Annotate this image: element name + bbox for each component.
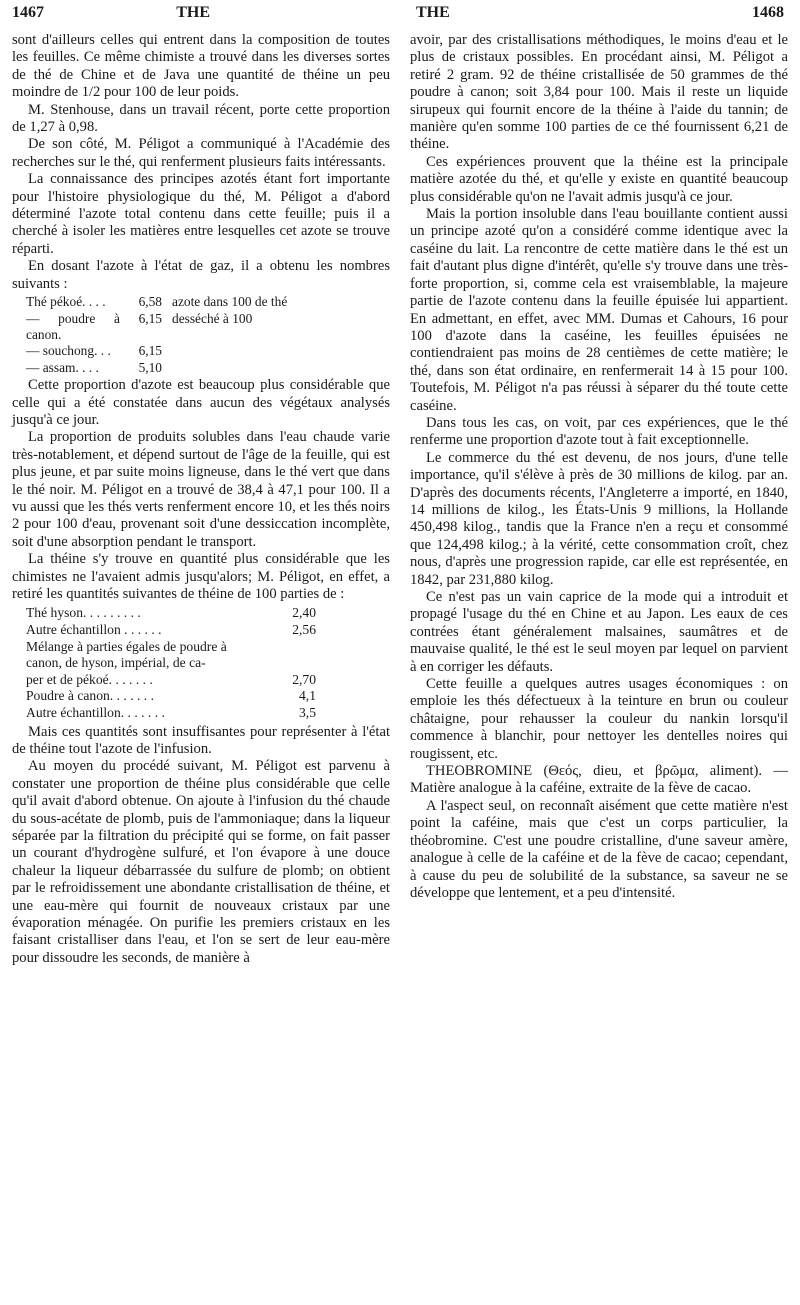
paragraph: Cette feuille a quelques autres usages économiques : on emploie les thés défectueux à la teinture en brun ou couleur châtaigne, pour rehausser la couleur du nankin lorsqu'il commence à blanchir, pour nettoyer les dentelles noires qui rougissent, etc. [410, 676, 788, 762]
running-head-left: THE [176, 4, 210, 21]
paragraph: M. Stenhouse, dans un travail récent, porte cette proportion de 1,27 à 0,98. [12, 101, 390, 136]
header-right [406, 4, 788, 22]
azote-table [26, 294, 390, 376]
left-column [12, 32, 390, 967]
table-row: Mélange à parties égales de poudre à [26, 638, 227, 654]
paragraph: Cette proportion d'azote est beaucoup plus considérable que celle qui a été constatée dans aucun des végétaux analysés jusqu'à ce jour. [12, 377, 390, 428]
paragraph: sont d'ailleurs celles qui entrent dans la composition de toutes les feuilles. Ce même chimiste a trouvé dans les diverses sortes de thé de Chine et de Java une quantité de théine un peu moindre de 1/2 pour 100 de leur poids. [12, 32, 390, 101]
paragraph: Dans tous les cas, on voit, par ces expériences, que le thé renferme une proportion d'azote tout à fait exceptionnelle. [410, 414, 788, 449]
right-column [400, 32, 788, 967]
table-row: canon, de hyson, impérial, de ca- [26, 655, 206, 671]
paragraph: La proportion de produits solubles dans l'eau chaude varie très-notablement, et dépend surtout de l'âge de la feuille, qui est plus jeune, et par suite moins ligneuse, dans le thé vert que dans le thé noir. M. Péligot en a trouvé de 38,4 à 47,1 pour 100. Il a vu aussi que les thés verts renferment encore 10, et les thés noirs 2 pour 100 d'eau, provenant soit d'une dessiccation incomplète, soit d'une absorption pendant le transport. [12, 429, 390, 550]
paragraph: Mais ces quantités sont insuffisantes pour représenter à l'état de théine tout l'azote de l'infusion. [12, 723, 390, 757]
table-row: Autre échantillon . . . . . . 2,56 [26, 622, 316, 637]
paragraph: Ces expériences prouvent que la théine est la principale matière azotée du thé, et qu'elle y existe en quantité beaucoup plus considérable qu'on ne l'avait admis jusqu'à ce jour. [410, 153, 788, 205]
paragraph: La théine s'y trouve en quantité plus considérable que les chimistes ne l'avaient admis jusqu'alors; M. Péligot, en effet, a retiré les quantités suivantes de théine de 100 parties de : [12, 551, 390, 602]
table-row: — souchong. . . 6,15 [26, 343, 162, 359]
paragraph: La connaissance des principes azotés étant fort importante pour l'histoire physiologique du thé, M. Péligot a d'abord déterminé l'azote total contenu dans cette feuille; puis il a cherché à isoler les matières entre lesquelles cet azote se trouve réparti. [12, 171, 390, 257]
table-row: Thé hyson. . . . . . . . . 2,40 [26, 605, 316, 621]
table-row: Thé pékoé. . . . 6,58 azote dans 100 de thé [26, 294, 288, 310]
paragraph: Ce n'est pas un vain caprice de la mode qui a introduit et propagé l'usage du thé en Chine et au Japon. Les eaux de ces contrées étant généralement malsaines, saumâtres et de mauvaise qualité, le thé est le seul moyen par lequel on parvient à en corriger les défauts. [410, 589, 788, 675]
text-columns [12, 32, 788, 967]
page-number-left: 1467 [12, 4, 44, 21]
table-row: — assam. . . . 5,10 [26, 359, 162, 375]
paragraph: Le commerce du thé est devenu, de nos jours, d'une telle importance, qu'il s'élève à près de 30 millions de kilog. par an. D'après des documents récents, l'Angleterre a importé, en 1840, 14 millions de kilog., les États-Unis 9 millions, la Hollande 450,498 kilog., tandis que la France n'en a reçu et consommé que 124,498 kilog.; à la vérité, cette consommation croît, chez nous, d'après une progression rapide, car elle est représentée, en 1842, par 231,880 kilog. [410, 449, 788, 588]
paragraph: En dosant l'azote à l'état de gaz, il a obtenu les nombres suivants : [12, 258, 390, 292]
page-header [12, 4, 788, 26]
entry-theobromine: THEOBROMINE (Θεός, dieu, et βρῶμα, aliment). — Matière analogue à la caféine, extraite de la fève de cacao. [410, 763, 788, 797]
paragraph: avoir, par des cristallisations méthodiques, le moins d'eau et le plus de cristaux possibles. En procédant ainsi, M. Péligot a retiré 2 gram. 92 de théine cristallisée de 50 grammes de thé poudre à canon; soit 3,84 pour 100. Mais il reste un liquide sirupeux qui fournit encore de la théine à l'aide du tannin; de manière qu'en somme 100 parties de ce thé fournissent 6,21 de théine. [410, 32, 788, 153]
table-row: per et de pékoé. . . . . . . 2,70 [26, 671, 316, 687]
table-row: Autre échantillon. . . . . . . 3,5 [26, 704, 316, 720]
paragraph: Au moyen du procédé suivant, M. Péligot est parvenu à constater une proportion de théine plus considérable que celle qu'il avait d'abord obtenue. On ajoute à l'infusion du thé chaude du sous-acétate de plomb, puis de l'ammoniaque; dans la liqueur séparée par la filtration du précipité qui se forme, on fait passer un courant d'hydrogène sulfuré, et l'on évapore à une douce chaleur la liqueur débarrassée du sulfure de plomb; on obtient par le refroidissement une abondante cristallisation de théine, et une eau-mère qui fournit de nouveaux cristaux par une évaporation ménagée. On purifie les premiers cristaux en les faisant cristalliser dans l'eau, et l'on se sert de leur eau-mère pour dissoudre les seconds, de manière à [12, 758, 390, 966]
table-row: — poudre à canon. 6,15 desséché à 100 [26, 310, 253, 342]
header-left [12, 4, 390, 22]
paragraph: A l'aspect seul, on reconnaît aisément que cette matière n'est point la caféine, mais que c'est un corps particulier, la théobromine. C'est une poudre cristalline, d'une saveur amère, analogue à celle de la caféine et de la fève de cacao; cependant, à cause du peu de solubilité de la substance, sa saveur ne se développe que lentement, et a peu d'intensité. [410, 797, 788, 901]
table-row: Poudre à canon. . . . . . . 4,1 [26, 688, 316, 704]
paragraph: Mais la portion insoluble dans l'eau bouillante contient aussi un principe azoté qu'on a considéré comme identique avec la caséine du lait. La rencontre de cette matière dans le thé est un fait d'autant plus digne d'intérêt, qu'elle s'y trouve dans une très-forte proportion, si, comme cela est vraisemblable, la majeure partie de l'azote contenu dans la feuille épuisée lui appartient. En admettant, en effet, avec MM. Dumas et Cahours, 16 pour 100 d'azote dans la caséine, les feuilles épuisées ne contiendraient pas moins de 28 centièmes de cette matière; le thé, dans son état ordinaire, en renfermerait 14 à 15 pour 100. Toutefois, M. Péligot n'a pas réussi à séparer du thé toute cette caséine. [410, 206, 788, 414]
running-head-right: THE [416, 4, 450, 21]
page-number-right: 1468 [752, 4, 784, 21]
paragraph: De son côté, M. Péligot a communiqué à l'Académie des recherches sur le thé, qui renferment plusieurs faits intéressants. [12, 136, 390, 170]
theine-table [26, 605, 316, 721]
